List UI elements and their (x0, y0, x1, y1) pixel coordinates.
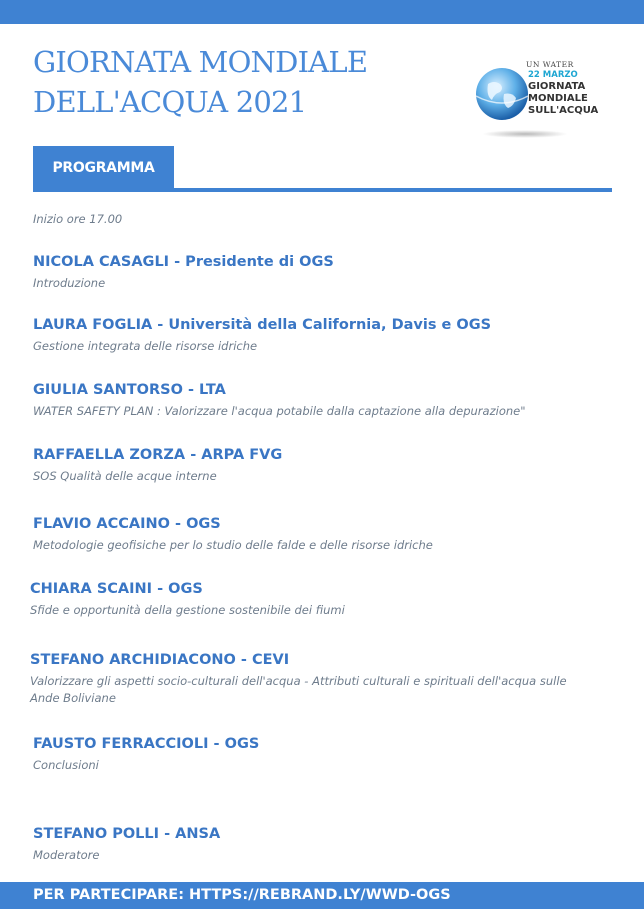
logo-org: UN WATER (526, 60, 574, 69)
logo-line-1: GIORNATA (528, 81, 586, 92)
speaker-entry (33, 315, 613, 355)
talk-title: Metodologie geofisiche per lo studio delle falde e delle risorse idriche (33, 538, 433, 552)
registration-link[interactable]: PER PARTECIPARE: HTTPS://REBRAND.LY/WWD-OGS (0, 882, 644, 909)
section-divider (33, 188, 612, 192)
logo-line-3: SULL'ACQUA (528, 105, 599, 116)
speaker-name: GIULIA SANTORSO - LTA (33, 382, 226, 398)
start-time: Inizio ore 17.00 (33, 212, 123, 226)
speaker-entry (30, 579, 610, 619)
talk-title: Sfide e opportunità della gestione sostenibile dei fiumi (30, 603, 345, 617)
speaker-name: STEFANO POLLI - ANSA (33, 826, 221, 842)
talk-title: Introduzione (33, 276, 106, 290)
globe-icon (474, 66, 530, 122)
logo-shadow (482, 130, 568, 138)
logo-line-2: MONDIALE (528, 93, 588, 104)
speaker-entry (33, 514, 613, 554)
talk-title: WATER SAFETY PLAN : Valorizzare l'acqua potabile dalla captazione alla depurazione" (33, 404, 526, 418)
programma-tab: PROGRAMMA (33, 146, 174, 190)
speaker-name: LAURA FOGLIA - Università della California, Davis e OGS (33, 317, 492, 333)
talk-title: Moderatore (33, 848, 100, 862)
talk-title: SOS Qualità delle acque interne (33, 469, 217, 483)
speaker-entry (33, 380, 613, 420)
speaker-name: CHIARA SCAINI - OGS (30, 581, 203, 597)
world-water-day-logo (470, 58, 610, 144)
speaker-entry (33, 824, 613, 864)
talk-title: Gestione integrata delle risorse idriche (33, 339, 258, 353)
title-line-1: GIORNATA MONDIALE (33, 45, 368, 79)
speaker-name: STEFANO ARCHIDIACONO - CEVI (30, 652, 290, 668)
speaker-entry (33, 734, 613, 774)
logo-date: 22 MARZO (528, 70, 578, 80)
speaker-entry (33, 252, 613, 292)
talk-title: Conclusioni (33, 758, 99, 772)
talk-title: Valorizzare gli aspetti socio-culturali dell'acqua - Attributi culturali e spirituali dell'acqua sulle Ande Boliviane (30, 674, 567, 705)
speaker-name: NICOLA CASAGLI - Presidente di OGS (33, 254, 334, 270)
speaker-name: RAFFAELLA ZORZA - ARPA FVG (33, 447, 283, 463)
speaker-name: FLAVIO ACCAINO - OGS (33, 516, 221, 532)
speaker-name: FAUSTO FERRACCIOLI - OGS (33, 736, 260, 752)
title-line-2: DELL'ACQUA 2021 (33, 85, 307, 119)
page-title (33, 42, 367, 122)
speaker-entry (33, 445, 613, 485)
speaker-entry (30, 650, 590, 707)
top-bar (0, 0, 644, 24)
